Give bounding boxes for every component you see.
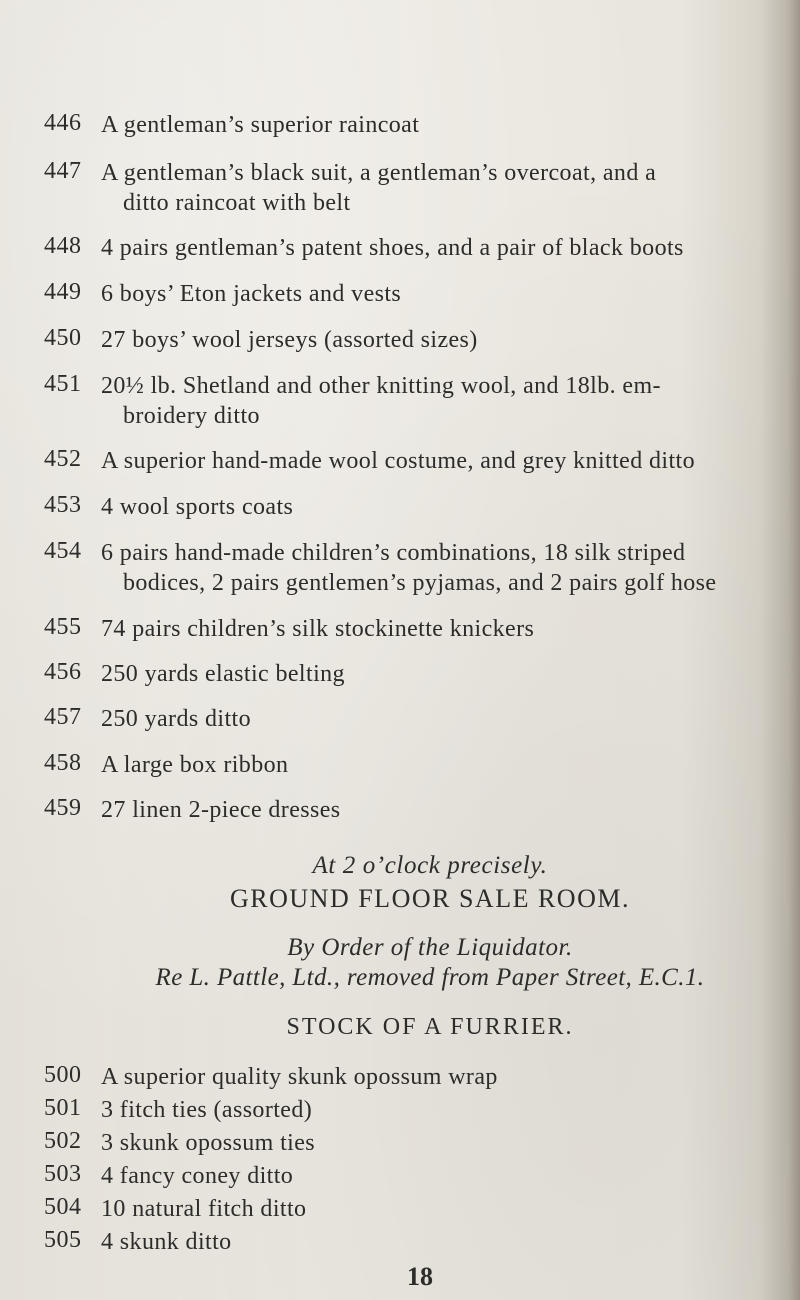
lot-number: 456 (44, 659, 82, 685)
lot-description: A superior quality skunk opossum wrap (101, 1064, 498, 1090)
lot-number: 504 (44, 1194, 82, 1220)
lot-description: 74 pairs children’s silk stockinette knickers (101, 616, 535, 642)
lot-number: 448 (44, 233, 82, 259)
lot-description: 250 yards ditto (101, 706, 251, 732)
lot-description: 20½ lb. Shetland and other knitting wool, and 18lb. em- broidery ditto (101, 373, 661, 429)
lot-description: 3 fitch ties (assorted) (101, 1097, 313, 1123)
sale-time: At 2 o’clock precisely. (312, 852, 548, 879)
lot-number: 501 (44, 1095, 82, 1121)
liquidator-order: By Order of the Liquidator. (287, 934, 573, 961)
lot-description: 4 skunk ditto (101, 1229, 232, 1255)
lot-description: 27 linen 2-piece dresses (101, 797, 341, 823)
sale-room-heading: GROUND FLOOR SALE ROOM. (230, 884, 630, 913)
lot-number: 451 (44, 371, 82, 397)
lot-number: 500 (44, 1062, 82, 1088)
lot-description: 6 pairs hand-made children’s combinations, 18 silk striped bodices, 2 pairs gentlemen’s pyjamas, and 2 pairs golf hose (101, 540, 717, 596)
lot-description: 6 boys’ Eton jackets and vests (101, 281, 402, 307)
lot-number: 505 (44, 1227, 82, 1253)
lot-number: 454 (44, 538, 82, 564)
lot-description: A superior hand-made wool costume, and grey knitted ditto (101, 448, 696, 474)
lot-number: 446 (44, 110, 82, 136)
lot-number: 449 (44, 279, 82, 305)
lot-description: 4 fancy coney ditto (101, 1163, 294, 1189)
re-line: Re L. Pattle, Ltd., removed from Paper Street, E.C.1. (155, 964, 705, 991)
page-number: 18 (407, 1262, 433, 1291)
lot-description: 27 boys’ wool jerseys (assorted sizes) (101, 327, 478, 353)
lot-number: 447 (44, 158, 82, 184)
lot-description: 250 yards elastic belting (101, 661, 345, 687)
lot-number: 452 (44, 446, 82, 472)
lot-number: 457 (44, 704, 82, 730)
lot-description: A gentleman’s black suit, a gentleman’s overcoat, and a ditto raincoat with belt (101, 160, 657, 216)
lot-number: 459 (44, 795, 82, 821)
lot-description: 10 natural fitch ditto (101, 1196, 307, 1222)
lot-number: 502 (44, 1128, 82, 1154)
stock-heading: STOCK OF A FURRIER. (286, 1014, 574, 1040)
lot-number: 450 (44, 325, 82, 351)
lot-description: 4 pairs gentleman’s patent shoes, and a pair of black boots (101, 235, 684, 261)
lot-description: A gentleman’s superior raincoat (101, 112, 420, 138)
lot-number: 453 (44, 492, 82, 518)
lot-number: 455 (44, 614, 82, 640)
lot-description: A large box ribbon (101, 752, 289, 778)
lot-number: 458 (44, 750, 82, 776)
lot-description: 3 skunk opossum ties (101, 1130, 316, 1156)
lot-description: 4 wool sports coats (101, 494, 294, 520)
lot-number: 503 (44, 1161, 82, 1187)
